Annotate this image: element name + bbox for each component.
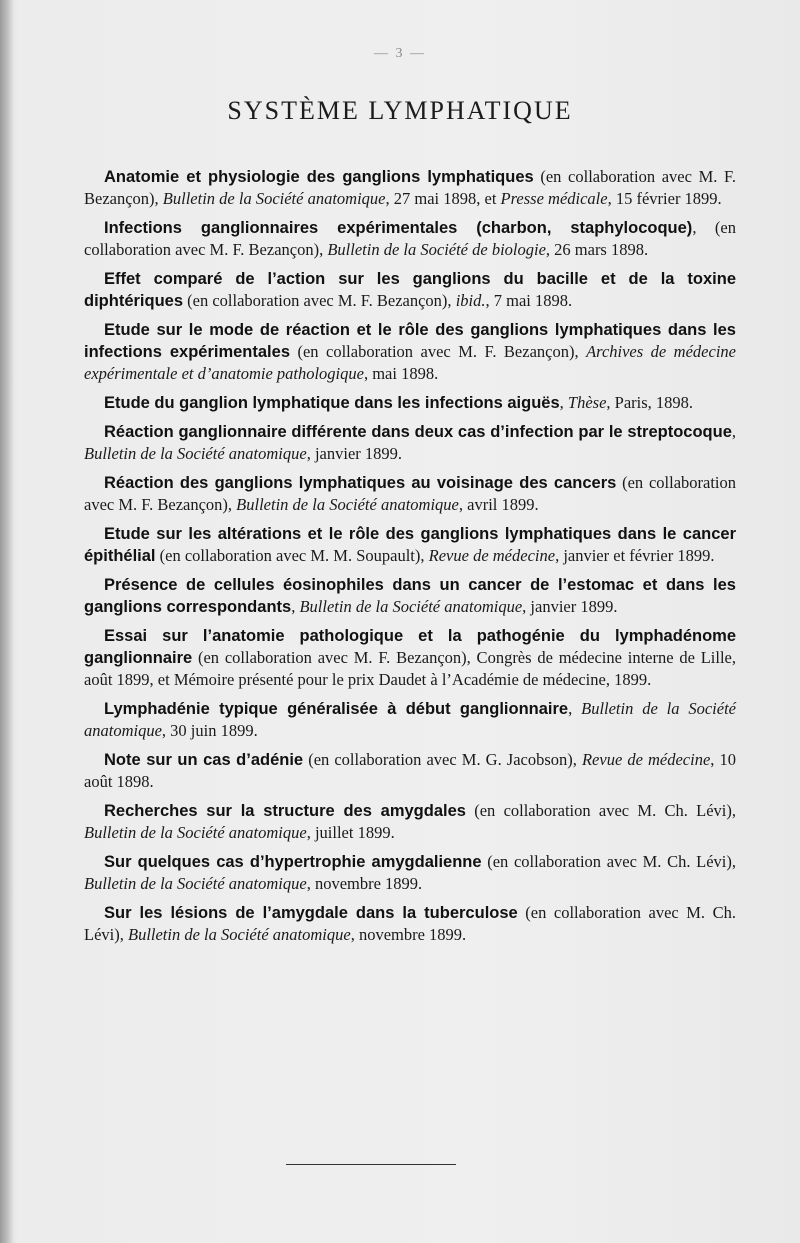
publication-list (84, 166, 736, 953)
page-edge-shadow (0, 0, 14, 1243)
entry-source: Revue de médecine (428, 546, 556, 565)
entry-source: Bulletin de la Société anatomique (84, 823, 307, 842)
page-number: — 3 — (374, 46, 426, 61)
entry-title: Etude sur le mode de réaction et le rôle des ganglions lymphatiques dans les infections expérimentales (84, 321, 736, 361)
entry-source: Bulletin de la Société anatomique (299, 597, 523, 616)
entry-details: (en collaboration avec M. M. Soupault), (155, 546, 429, 565)
entry-date: , juillet 1899. (306, 823, 395, 842)
entry-source: Thèse (567, 393, 607, 412)
entry-source: Revue de médecine (581, 750, 711, 769)
entry-source: Archives de médecine expérimentale et d’anatomie pathologique (84, 342, 736, 383)
entry-title: Lymphadénie typique généralisée à début ganglionnaire (104, 700, 569, 718)
publication-entry (84, 392, 736, 414)
entry-date: , novembre 1899. (350, 925, 467, 944)
entry-details: , (559, 393, 568, 412)
publication-entry (84, 851, 736, 895)
entry-date: , novembre 1899. (306, 874, 423, 893)
entry-details: , (731, 422, 736, 441)
entry-date: , 10 août 1898. (84, 750, 736, 791)
entry-title: Sur les lésions de l’amygdale dans la tuberculose (104, 904, 518, 922)
publication-entry (84, 268, 736, 312)
entry-source: Bulletin de la Société de biologie (327, 240, 546, 259)
entry-source: Bulletin de la Société anatomique (162, 189, 386, 208)
entry-details: (en collaboration avec M. Ch. Lévi), (465, 801, 736, 820)
entry-date: , janvier 1899. (306, 444, 403, 463)
entry-title: Essai sur l’anatomie pathologique et la pathogénie du lymphadénome ganglionnaire (84, 627, 736, 667)
entry-source: Bulletin de la Société anatomique (84, 874, 307, 893)
publication-entry (84, 749, 736, 793)
publication-entry (84, 217, 736, 261)
entry-date: , Paris, 1898. (606, 393, 694, 412)
entry-title: Présence de cellules éosinophiles dans un cancer de l’estomac et dans les ganglions correspondants (84, 576, 736, 616)
page-title: SYSTÈME LYMPHATIQUE (227, 96, 573, 125)
entry-details: (en collaboration avec M. F. Bezançon), (290, 342, 587, 361)
publication-entry (84, 166, 736, 210)
entry-details: , (en collaboration avec M. F. Bezançon), (84, 218, 736, 259)
publication-entry (84, 698, 736, 742)
end-rule-divider (286, 1164, 456, 1165)
entry-title: Infections ganglionnaires expérimentales (charbon, staphylocoque) (104, 219, 693, 237)
publication-entry (84, 319, 736, 385)
entry-title: Effet comparé de l’action sur les ganglions du bacille et de la toxine diphtériques (84, 270, 736, 310)
entry-date: , janvier 1899. (522, 597, 618, 616)
entry-date: , 30 juin 1899. (161, 721, 258, 740)
entry-details: , (568, 699, 582, 718)
entry-title: Anatomie et physiologie des ganglions lymphatiques (104, 168, 534, 186)
publication-entry (84, 421, 736, 465)
entry-details: (en collaboration avec M. F. Bezançon), (84, 473, 737, 514)
publication-entry (84, 902, 736, 946)
entry-title: Note sur un cas d’adénie (104, 751, 304, 769)
entry-source: ibid. (455, 291, 486, 310)
publication-entry (84, 625, 736, 691)
entry-details: (en collaboration avec M. G. Jacobson), (303, 750, 582, 769)
entry-date: , 26 mars 1898. (545, 240, 649, 259)
entry-title: Sur quelques cas d’hypertrophie amygdalienne (104, 853, 482, 871)
entry-title: Etude sur les altérations et le rôle des ganglions lymphatiques dans le cancer épithélial (84, 525, 736, 565)
publication-entry (84, 523, 736, 567)
entry-title: Recherches sur la structure des amygdales (104, 802, 466, 820)
entry-date: , avril 1899. (458, 495, 539, 514)
publication-entry (84, 800, 736, 844)
entry-details: (en collaboration avec M. Ch. Lévi), (84, 903, 736, 944)
entry-source: Bulletin de la Société anatomique (84, 699, 736, 740)
entry-date-2: , 15 février 1899. (607, 189, 722, 208)
entry-date: , mai 1898. (363, 364, 439, 383)
entry-source: Bulletin de la Société anatomique (236, 495, 459, 514)
entry-title: Etude du ganglion lymphatique dans les infections aiguës (104, 394, 560, 412)
entry-source: Bulletin de la Société anatomique (127, 925, 351, 944)
publication-entry (84, 574, 736, 618)
entry-date: , 7 mai 1898. (485, 291, 573, 310)
entry-date: , 27 mai 1898, et (385, 189, 501, 208)
entry-source: Bulletin de la Société anatomique (84, 444, 307, 463)
entry-title: Réaction ganglionnaire différente dans deux cas d’infection par le streptocoque (104, 423, 732, 441)
publication-entry (84, 472, 736, 516)
entry-date: , janvier et février 1899. (555, 546, 715, 565)
entry-details: (en collaboration avec M. F. Bezançon), Congrès de médecine interne de Lille, août 1899, et Mémoire présenté pour le prix Daudet à l’Académie de médecine, 1899. (84, 648, 736, 689)
entry-title: Réaction des ganglions lymphatiques au voisinage des cancers (104, 474, 617, 492)
entry-details: (en collaboration avec M. F. Bezançon), (84, 167, 736, 208)
entry-details: , (291, 597, 300, 616)
entry-details: (en collaboration avec M. F. Bezançon), (183, 291, 456, 310)
entry-source-2: Presse médicale (500, 189, 608, 208)
entry-details: (en collaboration avec M. Ch. Lévi), (481, 852, 736, 871)
